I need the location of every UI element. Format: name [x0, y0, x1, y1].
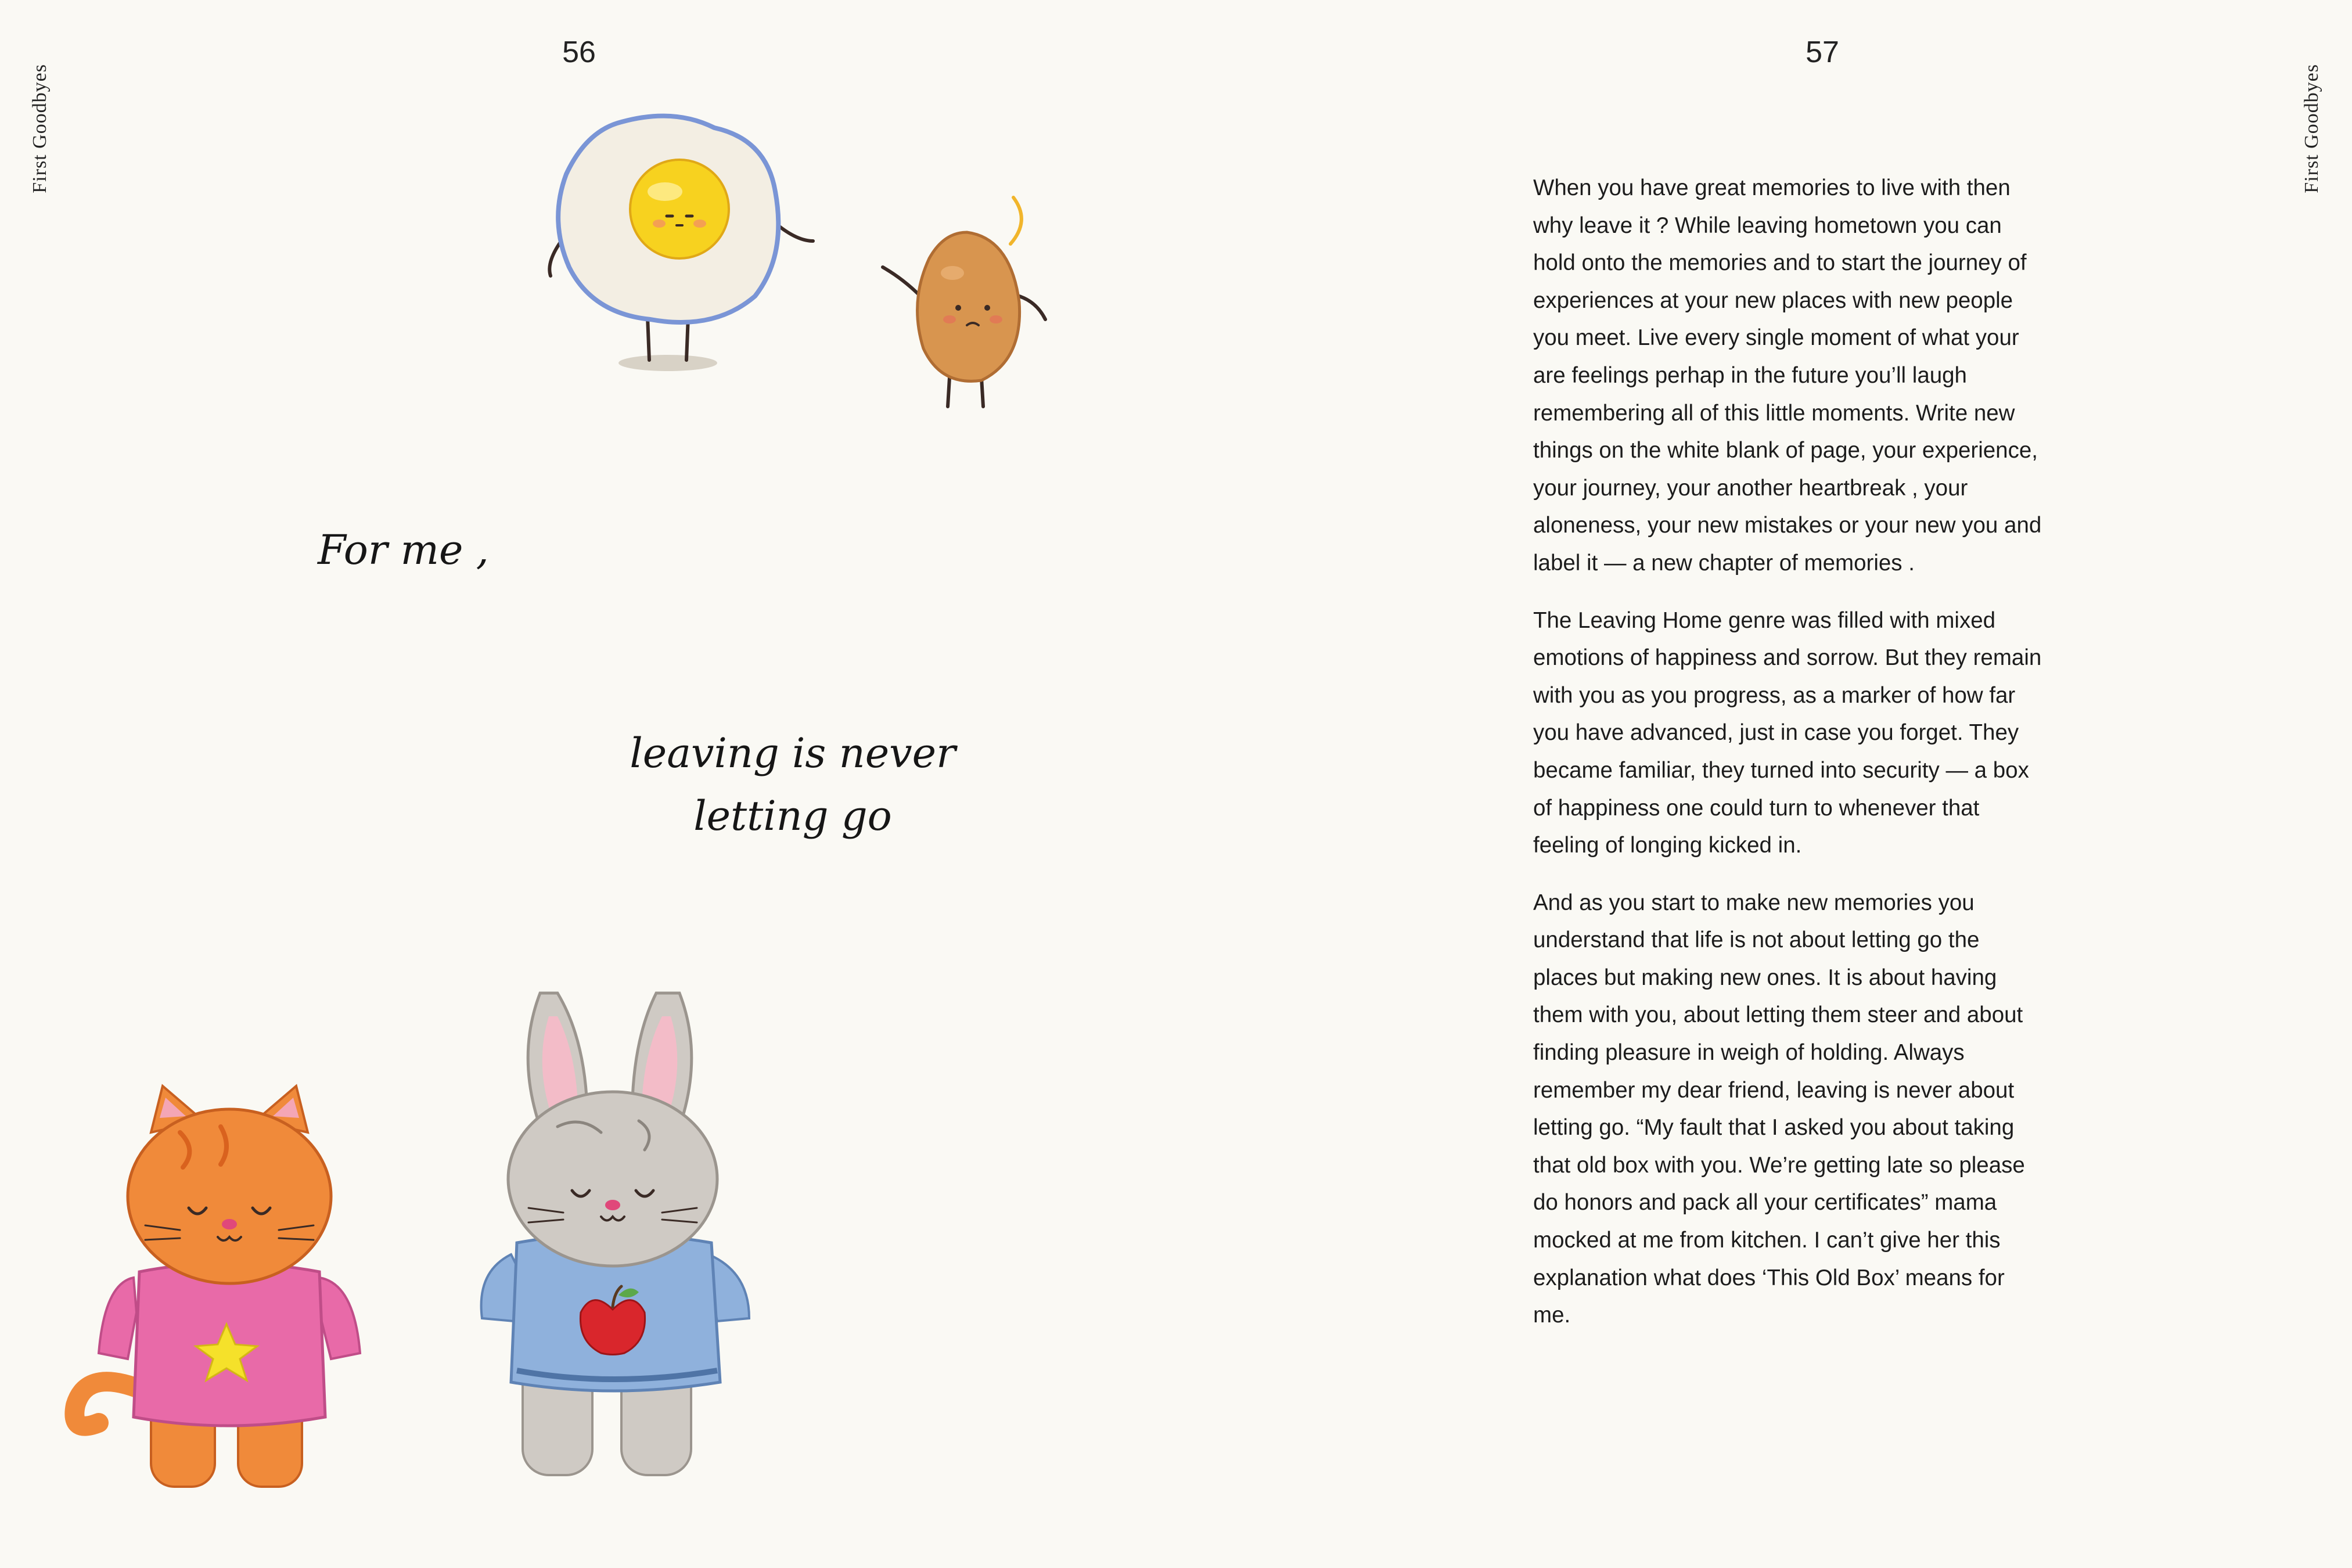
- paragraph-3: And as you start to make new memories you understand that life is not about letting go the places but making new ones. It is about having them with you, about letting them steer and about finding pleasure in weigh of holding. Always remember my dear friend, leaving is never about letting go. “My fault that I asked you about taking that old box with you. We’re getting late so please do honors and pack all your certificates” mama mocked at me from kitchen. I can’t give her this explanation what does ‘This Old Box’ means for me.: [1533, 890, 2025, 1328]
- page-number-right: 57: [1806, 35, 1839, 69]
- bunny-illustration: [465, 981, 767, 1493]
- potato-illustration: [871, 186, 1063, 418]
- quote-line-2-3: [618, 722, 967, 847]
- body-text: [1533, 170, 2044, 1354]
- fried-egg-illustration: [540, 110, 842, 377]
- page-number-left: 56: [562, 35, 596, 69]
- running-title-left: First Goodbyes: [29, 64, 51, 193]
- paragraph-1: When you have great memories to live with then why leave it ? While leaving hometown you can hold onto the memories and to start the journey of experiences at your new places with new people you meet. Live every single moment of what your are feelings perhap in the future you’ll laugh remembering all of this little moments. Write new things on the white blank of page, your experience, your journey, your another heartbreak , your aloneness, your new mistakes or your new you and label it — a new chapter of memories .: [1533, 175, 2042, 576]
- right-page: [1176, 0, 2352, 1568]
- running-title-right: First Goodbyes: [2301, 64, 2322, 193]
- quote-line-2: leaving is never: [630, 729, 956, 777]
- paragraph-2: The Leaving Home genre was filled with mixed emotions of happiness and sorrow. But they remain with you as you progress, as a marker of how far you have advanced, just in case you forget. They became familiar, they turned into security — a box of happiness one could turn to whenever that feeling of longing kicked in.: [1533, 607, 2042, 858]
- quote-line-3: letting go: [693, 792, 892, 840]
- cat-illustration: [64, 1080, 436, 1498]
- quote-line-1: For me ,: [318, 526, 489, 574]
